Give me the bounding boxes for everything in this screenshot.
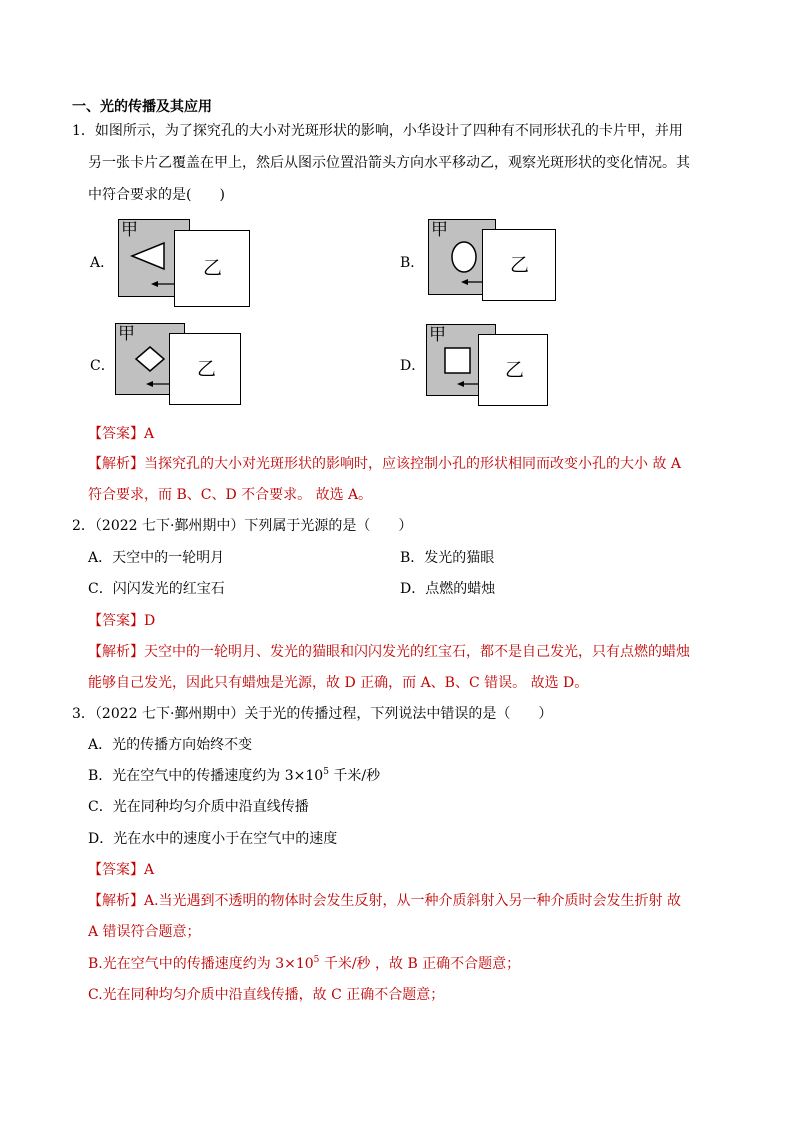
q3-answer: 【答案】A — [88, 862, 155, 878]
q3-analysis-line3-rest: 千米/秒 ，故 B 正确不合题意； — [319, 956, 521, 972]
q3-option-a: A．光的传播方向始终不变 — [88, 737, 253, 753]
card-jia-label: 甲 — [429, 325, 446, 345]
q3-option-b-text: B．光在空气中的传播速度约为 3×10 — [88, 768, 324, 784]
card-yi — [169, 333, 241, 405]
q3-stem: 3．（2022 七下·鄞州期中）关于光的传播过程，下列说法中错误的是（ ） — [72, 706, 553, 722]
q1-option-d-figure — [426, 324, 548, 406]
q3-analysis-line3-text: B.光在空气中的传播速度约为 3×10 — [88, 956, 314, 972]
q3-analysis-line2: A 错误符合题意； — [88, 924, 201, 940]
q3-analysis-line1: 【解析】A.当光遇到不透明的物体时会发生反射，从一种介质斜射入另一种介质时会发生折射 故 — [88, 893, 682, 909]
card-jia-label: 甲 — [431, 220, 448, 240]
q2-stem: 2．（2022 七下·鄞州期中）下列属于光源的是（ ） — [72, 518, 413, 534]
q1-stem-line2: 另一张卡片乙覆盖在甲上，然后从图示位置沿箭头方向水平移动乙，观察光斑形状的变化情况。其 — [88, 155, 690, 171]
q3-option-d: D．光在水中的速度小于在空气中的速度 — [88, 831, 338, 847]
card-yi-label: 乙 — [510, 254, 530, 276]
q2-option-d: D．点燃的蜡烛 — [400, 581, 496, 597]
card-yi-label: 乙 — [197, 358, 217, 380]
card-yi-label: 乙 — [203, 257, 223, 279]
q2-option-b: B．发光的猫眼 — [400, 550, 495, 566]
q3-option-c: C．光在同种均匀介质中沿直线传播 — [88, 799, 309, 815]
q1-option-d-label: D． — [400, 358, 426, 374]
q1-stem-line1: 1．如图所示，为了探究孔的大小对光斑形状的影响，小华设计了四种有不同形状孔的卡片甲，并用 — [72, 123, 683, 139]
q3-analysis-line3 — [88, 955, 520, 973]
q3-analysis-line3-exponent: 5 — [313, 955, 320, 965]
card-jia-label: 甲 — [121, 220, 138, 240]
q1-option-a-figure — [118, 219, 250, 307]
q1-analysis-line1: 【解析】当探究孔的大小对光斑形状的影响时，应该控制小孔的形状相同而改变小孔的大小 故 A — [88, 456, 682, 472]
card-yi — [478, 334, 548, 406]
q2-answer: 【答案】D — [88, 613, 156, 629]
card-jia-label: 甲 — [118, 324, 135, 344]
card-yi-label: 乙 — [505, 359, 525, 381]
q1-option-b-label: B． — [400, 255, 425, 271]
q3-option-b — [88, 767, 380, 785]
q1-answer: 【答案】A — [88, 426, 155, 442]
section-title: 一、光的传播及其应用 — [72, 99, 212, 115]
q2-option-c: C．闪闪发光的红宝石 — [88, 581, 225, 597]
q1-option-c-figure — [115, 323, 241, 405]
q1-option-a-label: A． — [90, 255, 115, 271]
q3-option-b-unit: 千米/秒 — [328, 768, 381, 784]
q1-option-b-figure — [428, 219, 556, 301]
q3-analysis-line4: C.光在同种均匀介质中沿直线传播，故 C 正确不合题意； — [88, 987, 445, 1003]
q2-analysis-line2: 能够自己发光，因此只有蜡烛是光源，故 D 正确，而 A、B、C 错误。 故选 D。 — [88, 675, 589, 691]
q1-option-c-label: C． — [90, 358, 115, 374]
card-yi — [482, 229, 556, 301]
q2-analysis-line1: 【解析】天空中的一轮明月、发光的猫眼和闪闪发光的红宝石，都不是自己发光，只有点燃的蜡烛 — [88, 644, 690, 660]
q1-analysis-line2: 符合要求，而 B、C、D 不合要求。 故选 A。 — [88, 487, 373, 503]
q2-option-a: A．天空中的一轮明月 — [88, 550, 225, 566]
q3-option-b-exponent: 5 — [323, 767, 329, 777]
q1-stem-line3: 中符合要求的是( ) — [88, 187, 225, 203]
card-yi — [174, 230, 250, 307]
